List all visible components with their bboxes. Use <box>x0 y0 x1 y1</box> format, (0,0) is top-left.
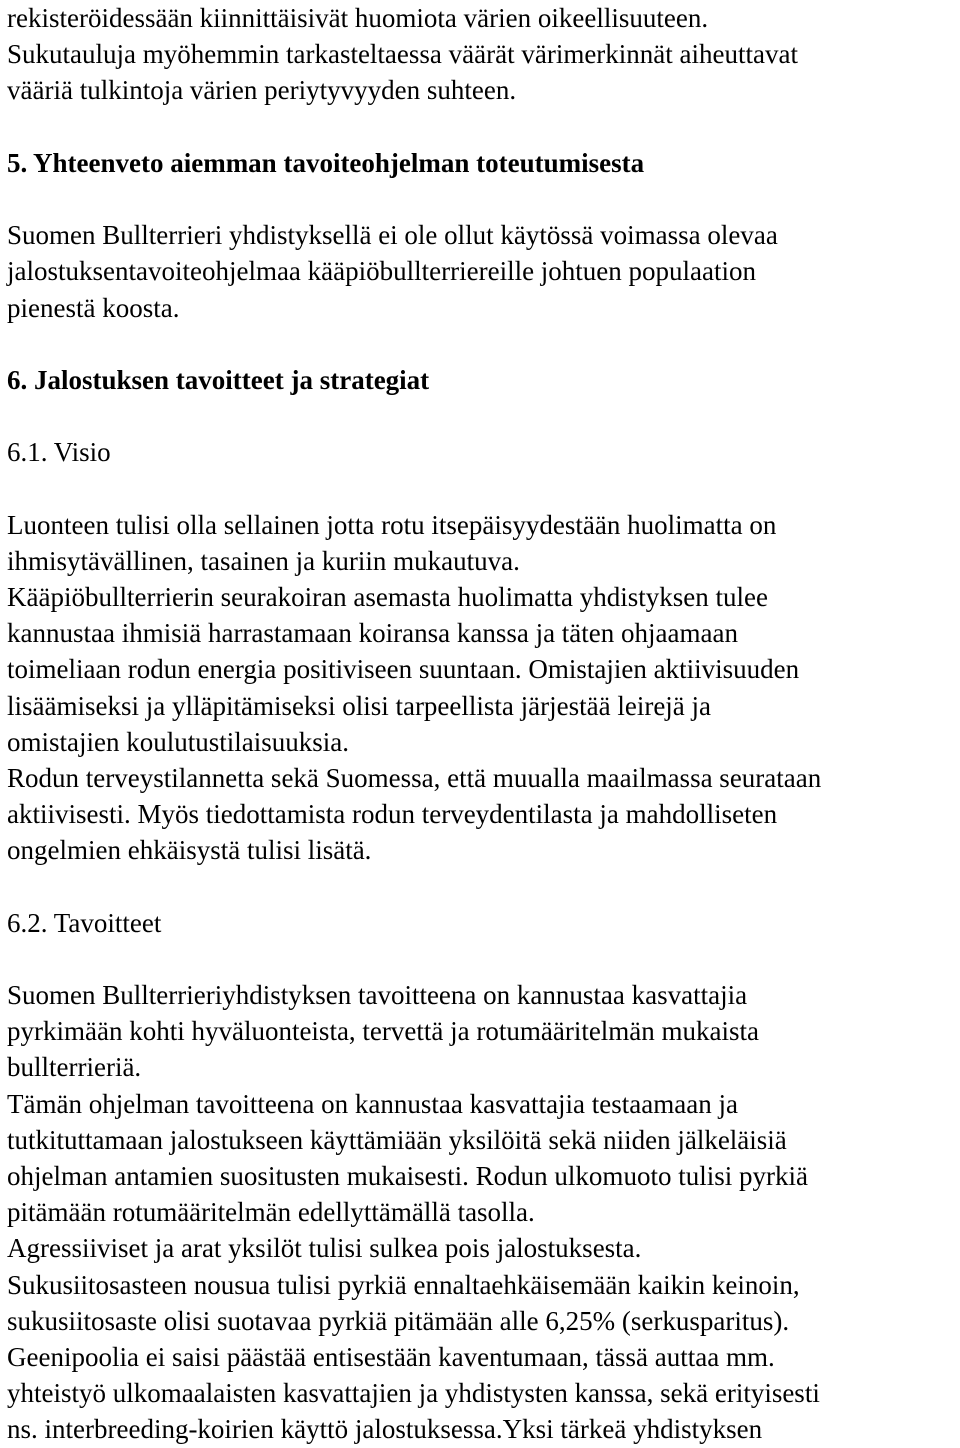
text-line: ns. interbreeding-koirien käyttö jalostuksessa.Yksi tärkeä yhdistyksen <box>7 1414 763 1445</box>
text-line: rekisteröidessään kiinnittäisivät huomiota värien oikeellisuuteen. <box>7 3 709 33</box>
section-6-2 <box>7 905 957 1448</box>
text-line: Kääpiöbullterrierin seurakoiran asemasta huolimatta yhdistyksen tulee <box>7 582 769 612</box>
text-line: Rodun terveystilannetta sekä Suomessa, että muualla maailmassa seurataan <box>7 762 822 793</box>
spacer <box>7 398 957 434</box>
text-line: pyrkimään kohti hyväluonteista, tervettä ja rotumääritelmän mukaista <box>7 1016 760 1047</box>
text-line: Sukusiitosasteen nousua tulisi pyrkiä ennaltaehkäisemään kaikin keinoin, <box>7 1269 800 1300</box>
section-5-heading: 5. Yhteenveto aiemman tavoiteohjelman toteutumisesta <box>7 147 645 178</box>
section-6-heading: 6. Jalostuksen tavoitteet ja strategiat <box>7 364 430 395</box>
spacer <box>7 109 957 145</box>
spacer <box>7 326 957 362</box>
text-line: lisäämiseksi ja ylläpitämiseksi olisi tarpeellista järjestää leirejä ja <box>7 690 712 721</box>
text-line: pitämään rotumääritelmän edellyttämällä tasolla. <box>7 1197 535 1228</box>
section-6-1-paragraph <box>7 507 957 869</box>
text-line: kannustaa ihmisiä harrastamaan koiransa kanssa ja täten ohjaamaan <box>7 618 738 649</box>
section-6-1 <box>7 434 957 868</box>
text-line: ongelmien ehkäisystä tulisi lisätä. <box>7 835 372 866</box>
text-line: omistajien koulutustilaisuuksia. <box>7 726 349 757</box>
spacer <box>7 470 957 506</box>
text-line: toimeliaan rodun energia positiviseen suuntaan. Omistajien aktiivisuuden <box>7 654 800 685</box>
spacer <box>7 181 957 217</box>
text-line: ihmisytävällinen, tasainen ja kuriin mukautuva. <box>7 545 520 576</box>
text-line: Sukutauluja myöhemmin tarkasteltaessa väärät värimerkinnät aiheuttavat <box>7 39 798 70</box>
text-line: yhteistyö ulkomaalaisten kasvattajien ja yhdistysten kanssa, sekä erityisesti <box>7 1378 820 1409</box>
text-line: Geenipoolia ei saisi päästää entisestään kaventumaan, tässä auttaa mm. <box>7 1341 775 1372</box>
document-page <box>7 0 957 1448</box>
section-5-paragraph <box>7 217 957 326</box>
spacer <box>7 869 957 905</box>
section-5 <box>7 145 957 326</box>
text-line: bullterrieriä. <box>7 1052 142 1083</box>
text-line: Agressiiviset ja arat yksilöt tulisi sulkea pois jalostuksesta. <box>7 1233 642 1264</box>
section-6-1-heading: 6.1. Visio <box>7 437 111 468</box>
section-6-2-paragraph <box>7 977 957 1447</box>
section-6 <box>7 362 957 398</box>
text-line: tutkituttamaan jalostukseen käyttämiään yksilöitä sekä niiden jälkeläisiä <box>7 1124 787 1155</box>
text-line: Tämän ohjelman tavoitteena on kannustaa kasvattajia testaamaan ja <box>7 1088 738 1119</box>
text-line: pienestä koosta. <box>7 292 180 323</box>
text-line: vääriä tulkintoja värien periytyvyyden suhteen. <box>7 75 517 106</box>
text-line: aktiivisesti. Myös tiedottamista rodun terveydentilasta ja mahdolliseten <box>7 799 778 830</box>
text-line: ohjelman antamien suositusten mukaisesti. Rodun ulkomuoto tulisi pyrkiä <box>7 1161 808 1191</box>
spacer <box>7 941 957 977</box>
text-line: Luonteen tulisi olla sellainen jotta rotu itsepäisyydestään huolimatta on <box>7 509 777 540</box>
text-line: Suomen Bullterrieri yhdistyksellä ei ole ollut käytössä voimassa olevaa <box>7 220 778 251</box>
text-line: sukusiitosaste olisi suotavaa pyrkiä pitämään alle 6,25% (serkusparitus). <box>7 1305 790 1336</box>
text-line: Suomen Bullterrieriyhdistyksen tavoitteena on kannustaa kasvattajia <box>7 980 748 1011</box>
text-line: jalostuksentavoiteohjelmaa kääpiöbullterriereille johtuen populaation <box>7 256 757 287</box>
intro-paragraph <box>7 0 957 109</box>
section-6-2-heading: 6.2. Tavoitteet <box>7 907 162 938</box>
